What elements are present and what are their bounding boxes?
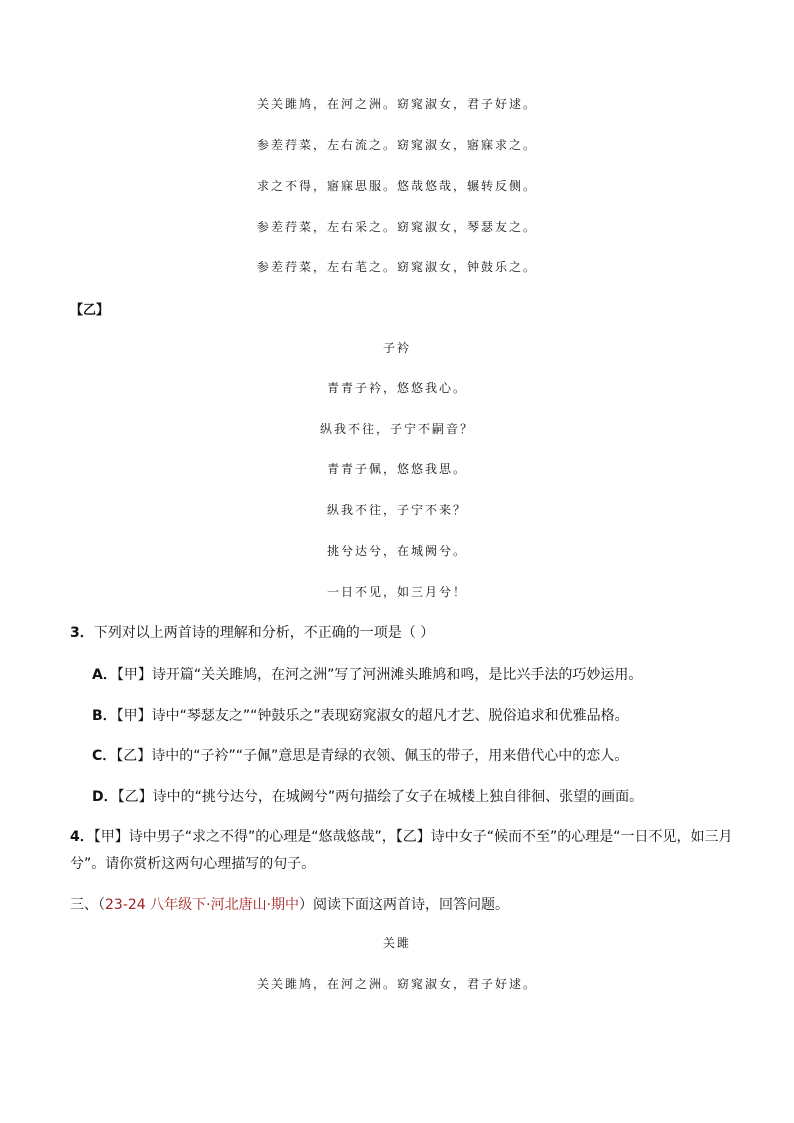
poem-yi-title: 子衿 (382, 341, 411, 355)
section-prefix: 三、（ (70, 897, 105, 913)
question-number: 3． (70, 625, 94, 641)
question-text: 下列对以上两首诗的理解和分析，不正确的一项是（ ） (93, 625, 435, 641)
poem-guanju-line: 关关雎鸠，在河之洲。窈窕淑女，君子好逑。 (256, 977, 537, 991)
poem-yi-line: 纵我不往，子宁不来？ (326, 503, 467, 517)
poem-jia-line: 关关雎鸠，在河之洲。窈窕淑女，君子好逑。 (256, 97, 537, 111)
option-text: 【甲】诗开篇“关关雎鸠，在河之洲”写了河洲滩头雎鸠和鸣，是比兴手法的巧妙运用。 (116, 667, 643, 683)
question-4 (70, 826, 733, 846)
option-text: 【乙】诗中的“挑兮达兮，在城阙兮”两句描绘了女子在城楼上独自徘徊、张望的画面。 (117, 789, 644, 805)
label-yi: 【乙】 (70, 303, 110, 318)
option-text: 【甲】诗中“琴瑟友之”“钟鼓乐之”表现窈窕淑女的超凡才艺、脱俗追求和优雅品格。 (116, 708, 629, 724)
poem-yi-line: 青青子佩，悠悠我思。 (326, 462, 467, 476)
question-number: 4． (70, 829, 94, 845)
poem-jia-line: 参差荇菜，左右流之。窈窕淑女，寤寐求之。 (256, 138, 537, 152)
option-b (92, 705, 629, 725)
option-letter: D． (92, 789, 118, 805)
poem-jia-line: 求之不得，寤寐思服。悠哉悠哉，辗转反侧。 (256, 179, 537, 193)
section-source: 23-24 八年级下·河北唐山·期中 (105, 897, 300, 913)
section-3-heading (70, 894, 509, 914)
poem-jia-line: 参差荇菜，左右采之。窈窕淑女，琴瑟友之。 (256, 220, 537, 234)
option-letter: A． (92, 667, 117, 683)
option-c (92, 745, 628, 765)
poem-yi-line: 纵我不往，子宁不嗣音？ (319, 422, 474, 436)
option-text: 【乙】诗中的“子衿”“子佩”意思是青绿的衣领、佩玉的带子，用来借代心中的恋人。 (116, 748, 629, 764)
question-3 (70, 622, 434, 642)
option-letter: B． (92, 708, 117, 724)
option-a (92, 664, 642, 684)
section-suffix: ）阅读下面这两首诗，回答问题。 (299, 897, 510, 913)
option-d (92, 786, 643, 806)
question-text-line1: 【甲】诗中男子“求之不得”的心理是“悠哉悠哉”，【乙】诗中女子“候而不至”的心理是“一日不见，如三月 (93, 829, 733, 845)
poem-yi-line: 一日不见，如三月兮！ (326, 585, 467, 599)
poem-jia-line: 参差荇菜，左右芼之。窈窕淑女，钟鼓乐之。 (256, 260, 537, 274)
poem-guanju-title: 关雎 (382, 936, 411, 950)
poem-yi-line: 挑兮达兮，在城阙兮。 (326, 544, 467, 558)
question-4-line2: 兮”。请你赏析这两句心理描写的句子。 (70, 856, 316, 872)
poem-yi-line: 青青子衿，悠悠我心。 (326, 381, 467, 395)
option-letter: C． (92, 748, 117, 764)
